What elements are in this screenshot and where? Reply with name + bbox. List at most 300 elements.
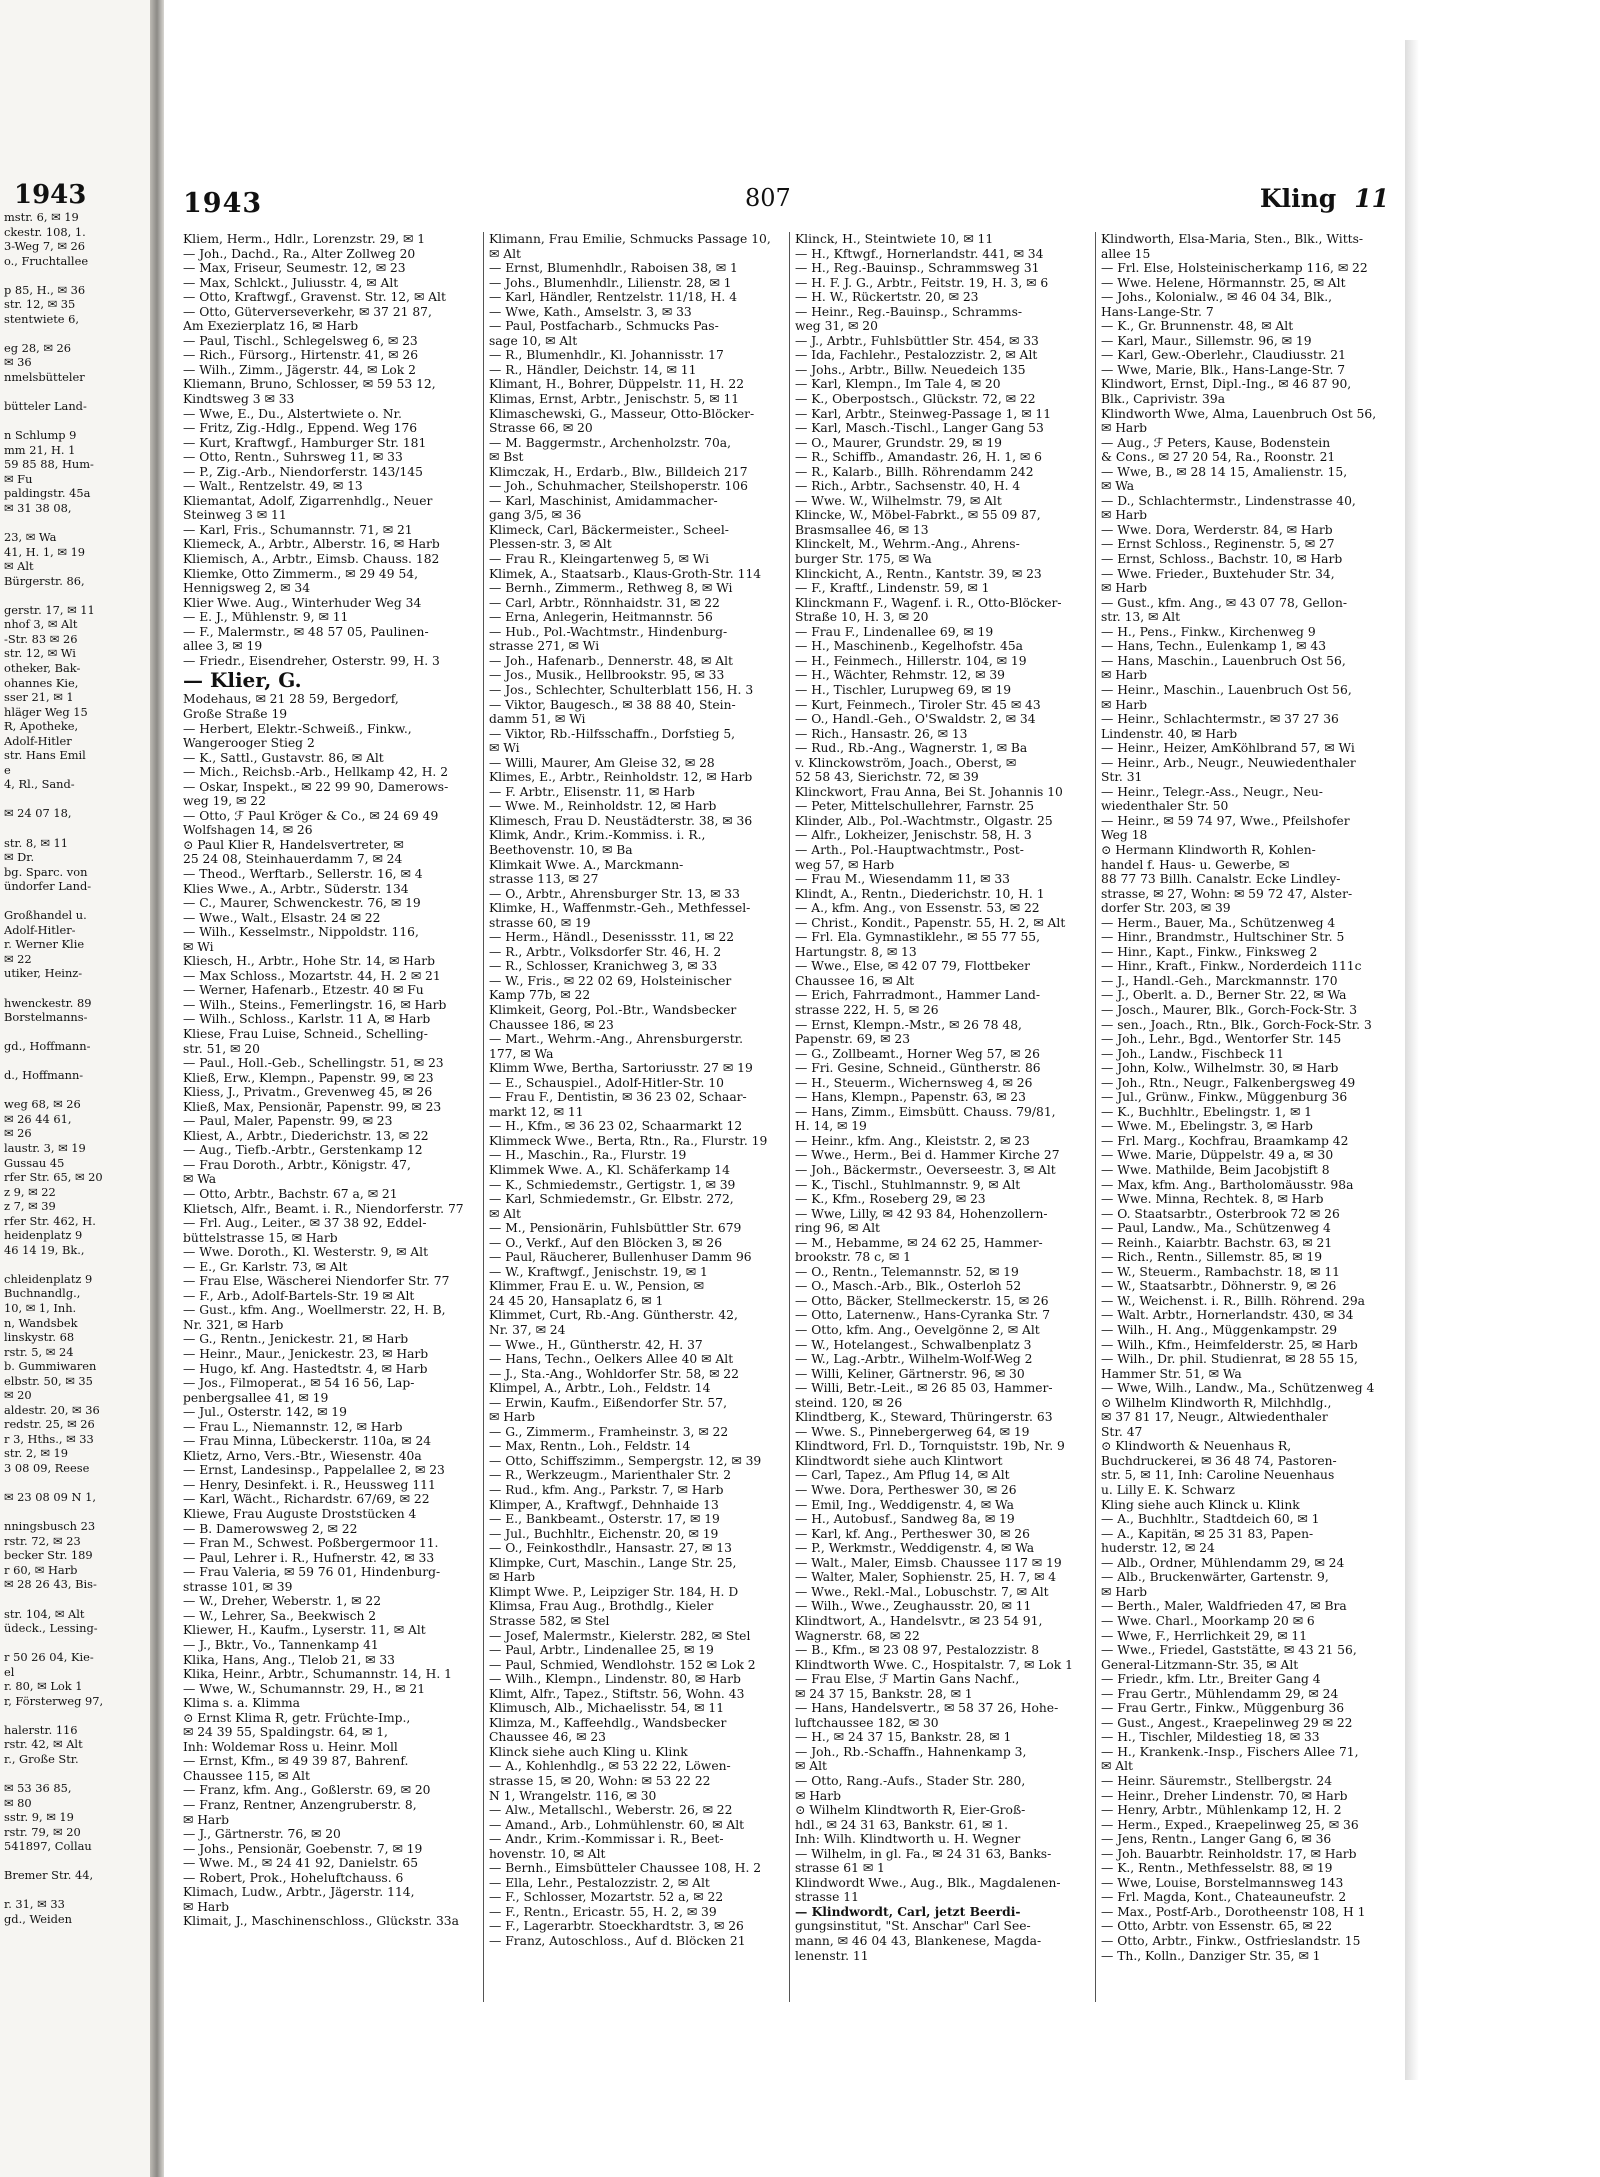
directory-entry: Klimm Wwe, Bertha, Sartoriusstr. 27 ✉ 19 — [489, 1061, 753, 1076]
directory-entry: Strasse 66, ✉ 20 — [489, 421, 593, 436]
adjacent-page-line: rstr. 42, ✉ Alt — [4, 1737, 83, 1752]
directory-entry: ✉ Harb — [1101, 697, 1148, 712]
directory-entry: — Heinr., kfm. Ang., Kleiststr. 2, ✉ 23 — [795, 1133, 1030, 1148]
directory-entry: Klimek, A., Staatsarb., Klaus-Groth-Str. 114 — [489, 566, 762, 581]
directory-entry: 25 24 08, Steinhauerdamm 7, ✉ 24 — [183, 852, 403, 867]
directory-entry: strasse 271, ✉ Wi — [489, 639, 600, 654]
directory-entry: strasse 11 — [795, 1890, 859, 1905]
directory-entry: Chaussee 46, ✉ 23 — [489, 1730, 606, 1745]
adjacent-page-line: üdeck., Lessing- — [4, 1621, 98, 1636]
directory-entry: — Karl, Schmiedemstr., Gr. Elbstr. 272, — [489, 1192, 734, 1207]
adjacent-page-line: redstr. 25, ✉ 26 — [4, 1417, 95, 1432]
adjacent-page-line — [4, 1505, 146, 1520]
adjacent-page-line: n Schlump 9 — [4, 428, 77, 443]
adjacent-page-text — [4, 210, 146, 1950]
directory-entry: Klimsa, Frau Aug., Brothdlg., Kieler — [489, 1599, 714, 1614]
adjacent-page-line: r 50 26 04, Kie- — [4, 1650, 94, 1665]
adjacent-page-line: sstr. 9, ✉ 19 — [4, 1810, 74, 1825]
column-divider — [789, 232, 790, 2002]
directory-entry: — Frl. Else, Holsteinischerkamp 116, ✉ 22 — [1101, 261, 1368, 276]
directory-entry: — G., Zimmerm., Framheinstr. 3, ✉ 22 — [489, 1424, 729, 1439]
directory-entry: ⊙ Wilhelm Klindworth Ɍ, Milchhdlg., — [1101, 1395, 1332, 1410]
adjacent-page-line: ✉ 22 — [4, 951, 32, 966]
adjacent-page-line: sser 21, ✉ 1 — [4, 690, 74, 705]
directory-entry: 52 58 43, Sierichstr. 72, ✉ 39 — [795, 770, 979, 785]
directory-entry: Nr. 37, ✉ 24 — [489, 1323, 566, 1338]
directory-entry: Papenstr. 69, ✉ 23 — [795, 1032, 911, 1047]
directory-entry: ✉ Harb — [795, 1788, 842, 1803]
directory-entry: Chaussee 115, ✉ Alt — [183, 1768, 310, 1783]
directory-entry: — Paul, Landw., Ma., Schützenweg 4 — [1101, 1221, 1331, 1236]
directory-entry: Klika, Heinr., Arbtr., Schumannstr. 14, H. 1 — [183, 1667, 452, 1682]
directory-entry: — W., Lag.-Arbtr., Wilhelm-Wolf-Weg 2 — [795, 1352, 1033, 1367]
directory-entry: Chaussee 186, ✉ 23 — [489, 1017, 614, 1032]
directory-entry: — Fritz, Zig.-Hdlg., Eppend. Weg 176 — [183, 421, 418, 436]
directory-entry: — Alb., Ordner, Mühlendamm 29, ✉ 24 — [1101, 1555, 1345, 1570]
directory-entry: — Joh., Hafenarb., Dennerstr. 48, ✉ Alt — [489, 653, 733, 668]
adjacent-page-line: mstr. 6, ✉ 19 — [4, 210, 79, 224]
directory-entry: — H., Feinmech., Hillerstr. 104, ✉ 19 — [795, 653, 1027, 668]
directory-entry: ✉ Alt — [489, 1206, 521, 1221]
directory-entry: — Josef, Malermstr., Kielerstr. 282, ✉ Stel — [489, 1628, 751, 1643]
directory-entry: — Carl, Tapez., Am Pflug 14, ✉ Alt — [795, 1468, 1010, 1483]
directory-entry: — Heinr. Säuremstr., Stellbergstr. 24 — [1101, 1773, 1333, 1788]
directory-entry: Klimmet, Curt, Rb.-Ang. Güntherstr. 42, — [489, 1308, 738, 1323]
directory-entry: — W., Fris., ✉ 22 02 69, Holsteinischer — [489, 973, 732, 988]
adjacent-page-line: r., Große Str. — [4, 1751, 79, 1766]
adjacent-page-line: 4, Rl., Sand- — [4, 777, 75, 792]
directory-entry: Klinder, Alb., Pol.-Wachtmstr., Olgastr. 25 — [795, 813, 1053, 828]
directory-entry: — Berth., Maler, Waldfrieden 47, ✉ Bra — [1101, 1599, 1347, 1614]
directory-entry: — B. Damerowsweg 2, ✉ 22 — [183, 1521, 358, 1536]
adjacent-page-line — [4, 792, 146, 807]
adjacent-page-line: 23, ✉ Wa — [4, 530, 57, 545]
directory-entry: — Walt. Arbtr., Hornerlandstr. 430, ✉ 34 — [1101, 1308, 1354, 1323]
directory-entry: Wolfshagen 14, ✉ 26 — [183, 823, 313, 838]
directory-entry: — Joh., Dachd., Ra., Alter Zollweg 20 — [183, 246, 416, 261]
directory-entry: — Alw., Metallschl., Weberstr. 26, ✉ 22 — [489, 1803, 733, 1818]
adjacent-page-line: Adolf-Hitler- — [4, 922, 76, 937]
directory-entry: — H., Kfm., ✉ 36 23 02, Schaarmarkt 12 — [489, 1119, 743, 1134]
adjacent-page-line — [4, 515, 146, 530]
directory-entry: — R., Schlosser, Kranichweg 3, ✉ 33 — [489, 959, 718, 974]
directory-entry: — F., Arb., Adolf-Bartels-Str. 19 ✉ Alt — [183, 1288, 415, 1303]
directory-entry: — Henry, Desinfekt. i. R., Heussweg 111 — [183, 1477, 436, 1492]
directory-entry: — H., Autobusf., Sandweg 8a, ✉ 19 — [795, 1512, 1015, 1527]
directory-entry: strasse, ✉ 27, Wohn: ✉ 59 72 47, Alster- — [1101, 886, 1353, 901]
directory-entry: — Erwin, Kaufm., Eißendorfer Str. 57, — [489, 1395, 727, 1410]
directory-entry: — Fran M., Schwest. Poßbergermoor 11. — [183, 1536, 439, 1551]
adjacent-page-line — [4, 1025, 146, 1040]
directory-entry: ✉ 24 39 55, Spaldingstr. 64, ✉ 1, — [183, 1725, 388, 1740]
directory-entry: Klimmek Wwe. A., Kl. Schäferkamp 14 — [489, 1163, 730, 1177]
adjacent-page-line: Bremer Str. 44, — [4, 1868, 94, 1883]
directory-entry: — Frl. Magda, Kont., Chateauneufstr. 2 — [1101, 1890, 1347, 1905]
directory-entry: — Heinr., Schlachtermstr., ✉ 37 27 36 — [1101, 712, 1339, 727]
directory-entry: — W., Weichenst. i. R., Billh. Röhrend. 29a — [1101, 1293, 1365, 1308]
directory-entry: — H., Wächter, Rehmstr. 12, ✉ 39 — [795, 668, 1005, 683]
column-divider — [483, 232, 484, 2002]
directory-entry: — Ernst, Schloss., Bachstr. 10, ✉ Harb — [1101, 552, 1343, 567]
column-1 — [183, 232, 475, 2012]
directory-entry: — Paul, Arbtr., Lindenallee 25, ✉ 19 — [489, 1643, 714, 1658]
directory-entry: — Hinr., Kapt., Finkw., Finksweg 2 — [1101, 944, 1318, 959]
directory-entry: — Wwe. Helene, Hörmannstr. 25, ✉ Alt — [1101, 275, 1346, 290]
directory-entry: — M., Hebamme, ✉ 24 62 25, Hammer- — [795, 1235, 1043, 1250]
directory-entry: Hans-Lange-Str. 7 — [1101, 304, 1214, 319]
directory-entry: — Friedr., kfm. Ltr., Breiter Gang 4 — [1101, 1672, 1321, 1687]
directory-entry: — Erich, Fahrradmont., Hammer Land- — [795, 988, 1041, 1003]
adjacent-page-line: str. 2, ✉ 19 — [4, 1446, 69, 1461]
adjacent-page-line: gd., Hoffmann- — [4, 1039, 91, 1054]
directory-entry: — Wwe. Marie, Düppelstr. 49 a, ✉ 30 — [1101, 1148, 1334, 1163]
directory-entry: — Rich., Fürsorg., Hirtenstr. 41, ✉ 26 — [183, 348, 419, 363]
directory-entry: — W., Lehrer, Sa., Beekwisch 2 — [183, 1608, 377, 1623]
directory-entry: Klindtwort, A., Handelsvtr., ✉ 23 54 91, — [795, 1613, 1043, 1628]
directory-entry: — Wwe, Louise, Borstelmannsweg 143 — [1101, 1875, 1344, 1890]
directory-entry: — Karl, Gew.-Oberlehr., Claudiusstr. 21 — [1101, 348, 1346, 363]
directory-entry: Am Exezierplatz 16, ✉ Harb — [183, 319, 359, 334]
adjacent-page-line: r 60, ✉ Harb — [4, 1562, 78, 1577]
adjacent-page-line: 10, ✉ 1, Inh. — [4, 1301, 77, 1316]
directory-entry: — Wilh., Klempn., Lindenstr. 80, ✉ Harb — [489, 1672, 741, 1687]
column-2 — [489, 232, 781, 2012]
directory-entry: penbergsallee 41, ✉ 19 — [183, 1390, 329, 1405]
adjacent-page-line: nmelsbütteler — [4, 370, 85, 385]
directory-entry: — K., Schmiedemstr., Gertigstr. 1, ✉ 39 — [489, 1177, 736, 1192]
adjacent-page-line: Großhandel u. — [4, 908, 87, 923]
directory-entry: — K., Buchhltr., Ebelingstr. 1, ✉ 1 — [1101, 1104, 1312, 1119]
directory-entry: — Fri. Gesine, Schneid., Güntherstr. 86 — [795, 1061, 1041, 1076]
directory-entry: 177, ✉ Wa — [489, 1046, 554, 1061]
directory-entry: — Mart., Wehrm.-Ang., Ahrensburgerstr. — [489, 1032, 744, 1047]
directory-entry: handel f. Haus- u. Gewerbe, ✉ — [1101, 857, 1290, 872]
adjacent-page-line: str. Hans Emil — [4, 748, 86, 763]
directory-entry: — P., Zig.-Arb., Niendorferstr. 143/145 — [183, 464, 423, 479]
adjacent-page-line: -Str. 83 ✉ 26 — [4, 631, 78, 646]
directory-entry: — Wwe, Marie, Blk., Hans-Lange-Str. 7 — [1101, 362, 1346, 377]
directory-entry: Kliem, Herm., Hdlr., Lorenzstr. 29, ✉ 1 — [183, 232, 426, 246]
directory-entry: — Wwe, F., Herrlichkeit 29, ✉ 11 — [1101, 1628, 1308, 1643]
adjacent-page-line: ohannes Kie, — [4, 675, 79, 690]
directory-entry: — Frl. Aug., Leiter., ✉ 37 38 92, Eddel- — [183, 1216, 427, 1231]
adjacent-page-line: Adolf-Hitler — [4, 733, 72, 748]
directory-entry: — Henry, Arbtr., Mühlenkamp 12, H. 2 — [1101, 1803, 1342, 1818]
directory-entry: Kindtsweg 3 ✉ 33 — [183, 392, 295, 407]
directory-entry: Klima s. a. Klimma — [183, 1696, 300, 1711]
adjacent-page-line: z 9, ✉ 22 — [4, 1184, 56, 1199]
directory-entry: — Amand., Arb., Lohmühlenstr. 60, ✉ Alt — [489, 1817, 745, 1832]
directory-entry: — Paul., Holl.-Geb., Schellingstr. 51, ✉ 23 — [183, 1056, 444, 1071]
directory-entry: — Emil, Ing., Weddigenstr. 4, ✉ Wa — [795, 1497, 1014, 1512]
directory-entry: Inh: Wilh. Klindtworth u. H. Wegner — [795, 1832, 1021, 1847]
adjacent-page-line: eg 28, ✉ 26 — [4, 340, 72, 355]
running-head-number: 11 — [1354, 184, 1389, 213]
adjacent-page-line: bg. Sparc. von — [4, 864, 88, 879]
directory-entry: Klika, Hans, Ang., Tlelob 21, ✉ 33 — [183, 1652, 396, 1667]
directory-entry: ⊙ Paul Klier Ɍ, Handelsvertreter, ✉ — [183, 837, 404, 852]
directory-entry: ⊙ Klindworth & Neuenhaus Ɍ, — [1101, 1439, 1292, 1454]
directory-entry: Chaussee 16, ✉ Alt — [795, 973, 915, 988]
adjacent-page-line: elbstr. 50, ✉ 35 — [4, 1373, 93, 1388]
adjacent-page-strip — [0, 0, 150, 2177]
directory-entry: — Jos., Filmoperat., ✉ 54 16 56, Lap- — [183, 1376, 415, 1391]
adjacent-page-line: Buchnandlg., — [4, 1286, 81, 1301]
directory-entry: — Frau M., Wiesendamm 11, ✉ 33 — [795, 872, 1010, 887]
directory-entry: — Karl, Wächt., Richardstr. 67/69, ✉ 22 — [183, 1492, 430, 1507]
adjacent-page-line — [4, 588, 146, 603]
directory-entry: — Frau R., Kleingartenweg 5, ✉ Wi — [489, 552, 710, 567]
directory-entry: Plessen-str. 3, ✉ Alt — [489, 537, 612, 552]
directory-entry: — Werner, Hafenarb., Etzestr. 40 ✉ Fu — [183, 983, 424, 998]
directory-entry: ✉ Harb — [1101, 508, 1148, 523]
directory-entry: — Johs., Pensionär, Goebenstr. 7, ✉ 19 — [183, 1841, 423, 1856]
directory-entry: Klinck siehe auch Kling u. Klink — [489, 1744, 688, 1759]
directory-entry: — Otto, Güterverseverkehr, ✉ 37 21 87, — [183, 304, 432, 319]
directory-entry: Wagnerstr. 68, ✉ 22 — [795, 1628, 920, 1643]
directory-entry: Klimes, E., Arbtr., Reinholdstr. 12, ✉ Harb — [489, 770, 753, 785]
directory-entry: Str. 31 — [1101, 770, 1143, 785]
directory-entry: strasse 61 ✉ 1 — [795, 1861, 885, 1876]
directory-entry: Klimas, Ernst, Arbtr., Jenischstr. 5, ✉ 11 — [489, 392, 740, 407]
directory-entry: — Josch., Maurer, Blk., Gorch-Fock-Str. 3 — [1101, 1002, 1358, 1017]
directory-entry: — Alfr., Lokheizer, Jenischstr. 58, H. 3 — [795, 828, 1032, 843]
directory-entry: Nr. 321, ✉ Harb — [183, 1317, 284, 1332]
directory-entry: — J., Sta.-Ang., Wohldorfer Str. 58, ✉ 22 — [489, 1366, 739, 1381]
adjacent-page-line: nningsbusch 23 — [4, 1519, 96, 1534]
directory-entry: Klimpke, Curt, Maschin., Lange Str. 25, — [489, 1555, 737, 1570]
directory-entry: — Frau Else, ℱ Martin Gans Nachf., — [795, 1672, 1020, 1687]
directory-entry: — J., Arbtr., Fuhlsbüttler Str. 454, ✉ 33 — [795, 333, 1039, 348]
adjacent-page-line: o., Fruchtallee — [4, 253, 89, 268]
directory-entry: — Karl, kf. Ang., Pertheswег 30, ✉ 26 — [795, 1526, 1030, 1541]
directory-entry: — Hans, Zimm., Eimsbütt. Chauss. 79/81, — [795, 1104, 1056, 1119]
directory-entry: allee 3, ✉ 19 — [183, 639, 263, 654]
directory-entry: General-Litzmann-Str. 35, ✉ Alt — [1101, 1657, 1299, 1672]
adjacent-page-line: mm 21, H. 1 — [4, 442, 76, 457]
adjacent-page-line: Borstelmanns- — [4, 1010, 88, 1025]
directory-entry: Hammer Str. 51, ✉ Wa — [1101, 1366, 1242, 1381]
directory-entry: — H., Steuerm., Wichernsweg 4, ✉ 26 — [795, 1075, 1033, 1090]
directory-entry: — Joh., Bäckermstr., Oeverseestr. 3, ✉ Alt — [795, 1163, 1056, 1177]
adjacent-page-line: linskystr. 68 — [4, 1330, 75, 1345]
directory-entry: ✉ Alt — [489, 246, 521, 261]
adjacent-page-line — [4, 1083, 146, 1098]
adjacent-page-line: ✉ 26 44 61, — [4, 1111, 72, 1126]
adjacent-page-line: n, Wandsbek — [4, 1315, 78, 1330]
directory-entry: — Gust., kfm. Ang., Woellmerstr. 22, H. B, — [183, 1303, 446, 1318]
directory-entry: — H., Krankenk.-Insp., Fischers Allee 71, — [1101, 1744, 1359, 1759]
directory-entry: — Rud., kfm. Ang., Parkstr. 7, ✉ Harb — [489, 1483, 724, 1498]
adjacent-page-line — [4, 385, 146, 400]
directory-entry: Hartungstr. 8, ✉ 13 — [795, 944, 917, 959]
adjacent-page-line: chleidenplatz 9 — [4, 1271, 93, 1286]
directory-entry: Hennigsweg 2, ✉ 34 — [183, 581, 311, 596]
directory-entry: Klietz, Arno, Vers.-Btr., Wiesenstr. 40a — [183, 1448, 422, 1463]
directory-entry: Beethovenstr. 10, ✉ Ba — [489, 842, 633, 857]
directory-entry: Kliesch, H., Arbtr., Hohe Str. 14, ✉ Harb — [183, 954, 435, 969]
directory-entry: Klimza, M., Kaffeehdlg., Wandsbecker — [489, 1715, 727, 1730]
directory-entry: str. 5, ✉ 11, Inh: Caroline Neuenhaus — [1101, 1468, 1335, 1483]
directory-entry: — Robert, Prok., Hoheluftchauss. 6 — [183, 1870, 404, 1885]
directory-entry: huderstr. 12, ✉ 24 — [1101, 1541, 1215, 1556]
directory-entry: Straße 10, H. 3, ✉ 20 — [795, 610, 929, 625]
directory-entry: — Hans, Techn., Eulenkamp 1, ✉ 43 — [1101, 639, 1327, 654]
directory-entry: — Wwe. Minna, Rechtek. 8, ✉ Harb — [1101, 1192, 1324, 1207]
directory-entry: — Karl, Arbtr., Steinweg-Passage 1, ✉ 11 — [795, 406, 1052, 421]
adjacent-page-line: aldestr. 20, ✉ 36 — [4, 1402, 100, 1417]
directory-entry: Klinckicht, A., Rentn., Kantstr. 39, ✉ 23 — [795, 566, 1042, 581]
directory-entry: — Heinr., Maur., Jenickestr. 23, ✉ Harb — [183, 1347, 429, 1362]
directory-entry: — Heinr., Arb., Neugr., Neuwiedenthaler — [1101, 755, 1356, 770]
directory-entry: — F. Arbtr., Elisenstr. 11, ✉ Harb — [489, 784, 695, 799]
directory-entry: — Paul, Lehrer i. R., Hufnerstr. 42, ✉ 33 — [183, 1550, 435, 1565]
adjacent-page-line: gerstr. 17, ✉ 11 — [4, 602, 95, 617]
adjacent-page-line: r. 31, ✉ 33 — [4, 1897, 65, 1912]
directory-entry: — R., Werkzeugm., Marienthaler Str. 2 — [489, 1468, 732, 1483]
directory-entry: — Karl, Händler, Rentzelstr. 11/18, H. 4 — [489, 290, 738, 305]
adjacent-page-line: r. Werner Klie — [4, 937, 85, 952]
directory-entry: Klimpel, A., Arbtr., Loh., Feldstr. 14 — [489, 1381, 711, 1396]
directory-entry: — H., Pens., Finkw., Kirchenweg 9 — [1101, 624, 1316, 639]
directory-entry: — F., Malermstr., ✉ 48 57 05, Paulinen- — [183, 624, 429, 639]
directory-entry: — Ida, Fachlehr., Pestalozzistr. 2, ✉ Alt — [795, 348, 1038, 363]
directory-entry: — Hans, Techn., Oelkers Allee 40 ✉ Alt — [489, 1352, 734, 1367]
directory-entry: Brasmsallee 46, ✉ 13 — [795, 522, 929, 537]
directory-entry: — Jos., Schlechter, Schulterblatt 156, H. 3 — [489, 682, 754, 697]
directory-entry: Kliemann, Bruno, Schlosser, ✉ 59 53 12, — [183, 377, 436, 392]
directory-entry: — Heinr., Heizer, AmKöhlbrand 57, ✉ Wi — [1101, 741, 1355, 756]
directory-entry: — H. F. J. G., Arbtr., Feitstr. 19, H. 3, ✉ 6 — [795, 275, 1049, 290]
directory-entry: Klietsch, Alfr., Beamt. i. R., Niendorferstr. 77 — [183, 1201, 464, 1216]
directory-entry: — F., Kraftf., Lindenstr. 59, ✉ 1 — [795, 581, 990, 596]
directory-entry: — Otto, Arbtr., Bachstr. 67 a, ✉ 21 — [183, 1187, 398, 1201]
directory-entry: — Willi, Keliner, Gärtnerstr. 96, ✉ 30 — [795, 1366, 1025, 1381]
directory-entry: Klimant, H., Bohrer, Düppelstr. 11, H. 22 — [489, 377, 745, 392]
adjacent-page-line: e — [4, 762, 11, 777]
directory-entry: — Heinr., Telegr.-Ass., Neugr., Neu- — [1101, 784, 1323, 799]
directory-entry: ✉ Harb — [1101, 421, 1148, 436]
directory-entry: ✉ Bst — [489, 450, 524, 465]
adjacent-page-line — [4, 326, 146, 341]
directory-entry: — J., Oberlt. a. D., Berner Str. 22, ✉ Wa — [1101, 988, 1347, 1003]
column-3 — [795, 232, 1087, 2012]
directory-entry: — Frau Gertr., Finkw., Müggenburg 36 — [1101, 1701, 1345, 1716]
directory-entry: — O., Arbtr., Ahrensburger Str. 13, ✉ 33 — [489, 886, 740, 901]
directory-entry: strasse 113, ✉ 27 — [489, 872, 599, 887]
directory-entry: — R., Schiffb., Amandastr. 26, H. 1, ✉ 6 — [795, 450, 1042, 465]
directory-entry: — Karl, Masch.-Tischl., Langer Gang 53 — [795, 421, 1044, 436]
adjacent-page-line — [4, 1592, 146, 1607]
directory-entry: — Heinr., Dreher Lindenstr. 70, ✉ Harb — [1101, 1788, 1348, 1803]
directory-entry: — Otto, Rang.-Aufs., Stader Str. 280, — [795, 1773, 1026, 1788]
directory-entry: — R., Arbtr., Volksdorfer Str. 46, H. 2 — [489, 944, 722, 959]
adjacent-page-line: ✉ 31 38 08, — [4, 500, 72, 515]
adjacent-page-line: heidenplatz 9 — [4, 1228, 83, 1243]
directory-entry: Klimper, A., Kraftwgf., Dehnhaide 13 — [489, 1497, 719, 1512]
adjacent-page-line: r, Försterweg 97, — [4, 1693, 104, 1708]
directory-entry: hovenstr. 10, ✉ Alt — [489, 1846, 606, 1861]
directory-entry: Kliest, A., Arbtr., Diederichstr. 13, ✉ 22 — [183, 1128, 429, 1143]
directory-entry: — F., Schlosser, Mozartstr. 52 a, ✉ 22 — [489, 1890, 724, 1905]
directory-entry: ⊙ Ernst Klima Ɍ, getr. Früchte-Imp., — [183, 1710, 411, 1725]
directory-entry: — Arth., Pol.-Hauptwachtmstr., Post- — [795, 842, 1024, 857]
directory-entry: — Walt., Maler, Eimsb. Chaussee 117 ✉ 19 — [795, 1555, 1062, 1570]
directory-entry: ✉ Harb — [183, 1899, 230, 1914]
directory-entry: — A., Buchhltr., Stadtdeich 60, ✉ 1 — [1101, 1512, 1320, 1527]
adjacent-page-line: ✉ Alt — [4, 559, 34, 574]
directory-entry: ✉ 37 81 17, Neugr., Altwiedenthaler — [1101, 1410, 1328, 1425]
directory-entry: Kliemeck, A., Arbtr., Alberstr. 16, ✉ Harb — [183, 537, 440, 552]
directory-entry: — Otto, Kraftwgf., Gravenst. Str. 12, ✉ Alt — [183, 290, 446, 305]
directory-entry: strasse 222, H. 5, ✉ 26 — [795, 1002, 939, 1017]
directory-entry: — Paul, Postfacharb., Schmucks Pas- — [489, 319, 719, 334]
directory-entry: Klincke, W., Möbel-Fabrkt., ✉ 55 09 87, — [795, 508, 1041, 523]
adjacent-page-line: Ɍ, Apotheke, — [4, 719, 79, 734]
directory-entry: gang 3/5, ✉ 36 — [489, 508, 582, 523]
directory-entry: H. 14, ✉ 19 — [795, 1119, 867, 1134]
directory-entry: — Jens, Rentn., Langer Gang 6, ✉ 36 — [1101, 1832, 1332, 1847]
directory-entry: — W., Dreher, Weberstr. 1, ✉ 22 — [183, 1594, 382, 1609]
directory-entry: — Wwe. Frieder., Buxtehuder Str. 34, — [1101, 566, 1335, 581]
adjacent-page-line: rfer Str. 462, H. — [4, 1213, 96, 1228]
directory-entry: — Johs., Kolonialw., ✉ 46 04 34, Blk., — [1101, 290, 1333, 305]
directory-entry: — Willi, Maurer, Am Gleise 32, ✉ 28 — [489, 755, 715, 770]
directory-entry: wiedenthaler Str. 50 — [1101, 799, 1229, 814]
directory-entry: Klimach, Ludw., Arbtr., Jägerstr. 114, — [183, 1885, 415, 1900]
adjacent-page-line: 3-Weg 7, ✉ 26 — [4, 239, 86, 254]
directory-entry: — W., Staatsarbtr., Döhnerstr. 9, ✉ 26 — [1101, 1279, 1337, 1294]
directory-entry: ✉ Harb — [489, 1410, 536, 1425]
adjacent-page-year: 1943 — [14, 180, 87, 210]
directory-entry: — Wwe, Lilly, ✉ 42 93 84, Hohenzollern- — [795, 1206, 1048, 1221]
directory-entry: Strasse 582, ✉ Stel — [489, 1613, 610, 1628]
directory-entry: — Wwe. S., Pinnebergerweg 64, ✉ 19 — [795, 1424, 1030, 1439]
directory-entry: — Joh., Lehr., Bgd., Wentorfer Str. 145 — [1101, 1032, 1342, 1047]
directory-entry: — O. Staatsarbtr., Osterbrook 72 ✉ 26 — [1101, 1206, 1340, 1221]
adjacent-page-line: r. 80, ✉ Lok 1 — [4, 1679, 83, 1694]
adjacent-page-line: 59 85 88, Hum- — [4, 457, 94, 472]
directory-entry: — Aug., ℱ Peters, Kause, Bodenstein — [1101, 435, 1331, 450]
directory-entry: — H., Tischler, Lurupweg 69, ✉ 19 — [795, 682, 1012, 697]
directory-entry: — K., Gr. Brunnenstr. 48, ✉ Alt — [1101, 319, 1294, 334]
directory-entry: — Wwe, B., ✉ 28 14 15, Amalienstr. 15, — [1101, 464, 1348, 479]
directory-entry: — Wwe. Doroth., Kl. Westerstr. 9, ✉ Alt — [183, 1245, 429, 1260]
directory-entry: Klimt, Alfr., Tapez., Stiftstr. 56, Wohn. 43 — [489, 1686, 745, 1701]
directory-entry: — Herm., Exped., Kraepelinweg 25, ✉ 36 — [1101, 1817, 1359, 1832]
directory-entry: — Wwe., Rekl.-Mal., Lobuschstr. 7, ✉ Alt — [795, 1584, 1049, 1599]
directory-entry: — Heinr., Maschin., Lauenbruch Ost 56, — [1101, 682, 1352, 697]
adjacent-page-line: nhof 3, ✉ Alt — [4, 617, 78, 632]
directory-entry: — Wwe. M., ✉ 24 41 92, Danielstr. 65 — [183, 1856, 419, 1871]
directory-entry: — Jul., Buchhltr., Eichenstr. 20, ✉ 19 — [489, 1526, 719, 1541]
adjacent-page-line: ✉ 53 36 85, — [4, 1781, 72, 1796]
directory-entry: — Wwe, W., Schumannstr. 29, H., ✉ 21 — [183, 1681, 426, 1696]
directory-entry: — A., Kohlenhdlg., ✉ 53 22 22, Löwen- — [489, 1759, 731, 1774]
directory-entry: strasse 15, ✉ 20, Wohn: ✉ 53 22 22 — [489, 1773, 711, 1788]
directory-entry: — H., Maschin., Ra., Flurstr. 19 — [489, 1148, 687, 1163]
adjacent-page-line: weg 68, ✉ 26 — [4, 1097, 81, 1112]
directory-entry: N 1, Wrangelstr. 116, ✉ 30 — [489, 1788, 657, 1803]
directory-entry: — Wwe. Charl., Moorkamp 20 ✉ 6 — [1101, 1613, 1315, 1628]
directory-entry: — Paul, Räucherer, Bullenhuser Damm 96 — [489, 1250, 752, 1265]
directory-entry: — Otto, Rentn., Suhrsweg 11, ✉ 33 — [183, 450, 403, 465]
directory-entry: — Herbert, Elektr.-Schweiß., Finkw., — [183, 721, 412, 736]
directory-entry: — O., Rentn., Telemannstr. 52, ✉ 19 — [795, 1264, 1019, 1279]
adjacent-page-line: r 3, Hths., ✉ 33 — [4, 1431, 94, 1446]
adjacent-page-line: 541897, Collau — [4, 1839, 92, 1854]
directory-entry: — W., Steuerm., Rambachstr. 18, ✉ 11 — [1101, 1264, 1340, 1279]
